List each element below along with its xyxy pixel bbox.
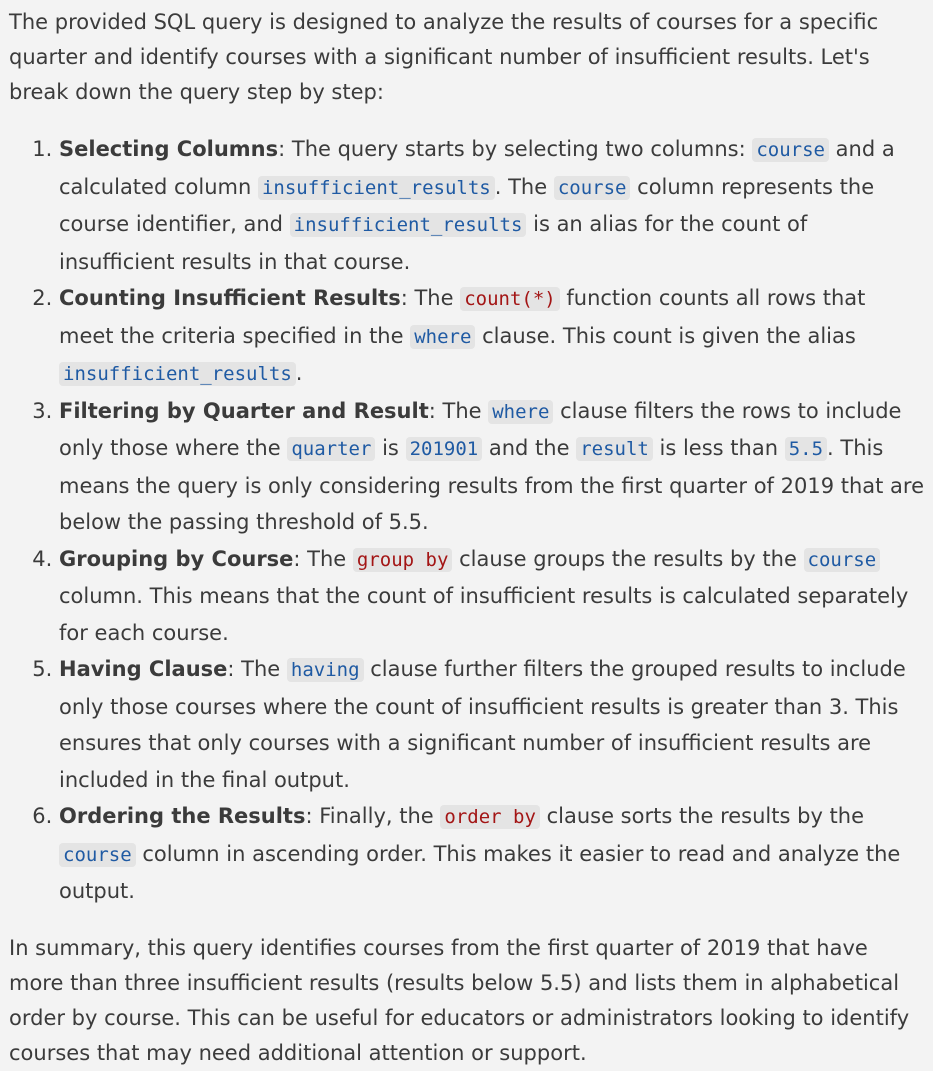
step-text: clause. This count is given the alias — [475, 323, 856, 348]
steps-list — [9, 131, 924, 910]
inline-code: result — [576, 437, 653, 461]
step-text: . The — [494, 174, 554, 199]
step-text: : The — [400, 286, 461, 310]
step-text: : The — [428, 398, 489, 423]
step-item — [59, 393, 924, 541]
step-text: . — [295, 361, 303, 385]
summary-paragraph: In summary, this query identifies courses from the first quarter of 2019 that have more than three insufficient results (results below 5.5) and lists them in alphabetical order by course. This can be useful for educators or administrators looking to identify courses that may need additional attention or support. — [9, 935, 910, 1065]
inline-code: insufficient_results — [290, 213, 527, 237]
step-text: clause further filters the grouped results to include only those courses where the count of insufficient results is greater than 3. This ensures that only courses with a significant number of insufficient results are included in the final output. — [59, 657, 906, 792]
inline-code: insufficient_results — [258, 176, 495, 200]
inline-code: where — [410, 325, 475, 349]
inline-code: order by — [440, 805, 540, 829]
inline-code: group by — [353, 548, 453, 572]
step-text: . This means the query is only considering results from the first quarter of 2019 that are below the passing threshold of 5.5. — [59, 436, 925, 534]
step-item — [59, 131, 924, 280]
step-title: Counting Insufficient Results — [59, 286, 401, 310]
inline-code: count(*) — [460, 287, 560, 311]
step-text: is — [375, 436, 406, 460]
step-text: function counts all rows that meet the criteria specified in the — [59, 286, 866, 348]
step-title: Filtering by Quarter and Result — [59, 398, 429, 423]
step-text: is an alias for the count of insufficient results in that course. — [59, 212, 808, 274]
step-text: : The — [293, 546, 353, 571]
step-text: and the — [482, 436, 577, 460]
step-title: Grouping by Course — [59, 546, 294, 571]
step-text: column. This means that the count of insufficient results is calculated separately for each course. — [59, 584, 909, 645]
step-item — [59, 541, 924, 652]
step-text: : The query starts by selecting two columns: — [278, 137, 753, 161]
inline-code: 201901 — [406, 437, 483, 461]
inline-code: where — [488, 400, 553, 424]
inline-code: insufficient_results — [59, 362, 296, 386]
inline-code: 5.5 — [785, 437, 827, 461]
step-item — [59, 280, 924, 393]
inline-code: course — [804, 548, 881, 572]
step-item — [59, 798, 924, 910]
inline-code: course — [554, 176, 631, 200]
inline-code: having — [287, 658, 364, 682]
step-text: clause sorts the results by the — [539, 804, 865, 828]
inline-code: course — [752, 138, 829, 162]
step-text: column in ascending order. This makes it easier to read and analyze the output. — [59, 841, 901, 903]
step-title: Having Clause — [59, 657, 228, 681]
step-item — [59, 651, 924, 798]
step-title: Ordering the Results — [59, 804, 306, 828]
inline-code: course — [59, 843, 136, 867]
intro-paragraph: The provided SQL query is designed to analyze the results of courses for a specific quarter and identify courses with a significant number of insufficient results. Let's break down the query step by step: — [9, 10, 879, 104]
step-text: : Finally, the — [305, 804, 441, 828]
step-text: is less than — [652, 436, 785, 460]
step-text: column represents the course identifier, and — [59, 174, 875, 236]
step-text: and a calculated column — [59, 137, 895, 199]
step-text: clause filters the rows to include only those where the — [59, 398, 902, 460]
step-text: : The — [227, 657, 287, 681]
inline-code: quarter — [287, 437, 375, 461]
step-text: clause groups the results by the — [452, 546, 804, 571]
step-title: Selecting Columns — [59, 137, 279, 161]
